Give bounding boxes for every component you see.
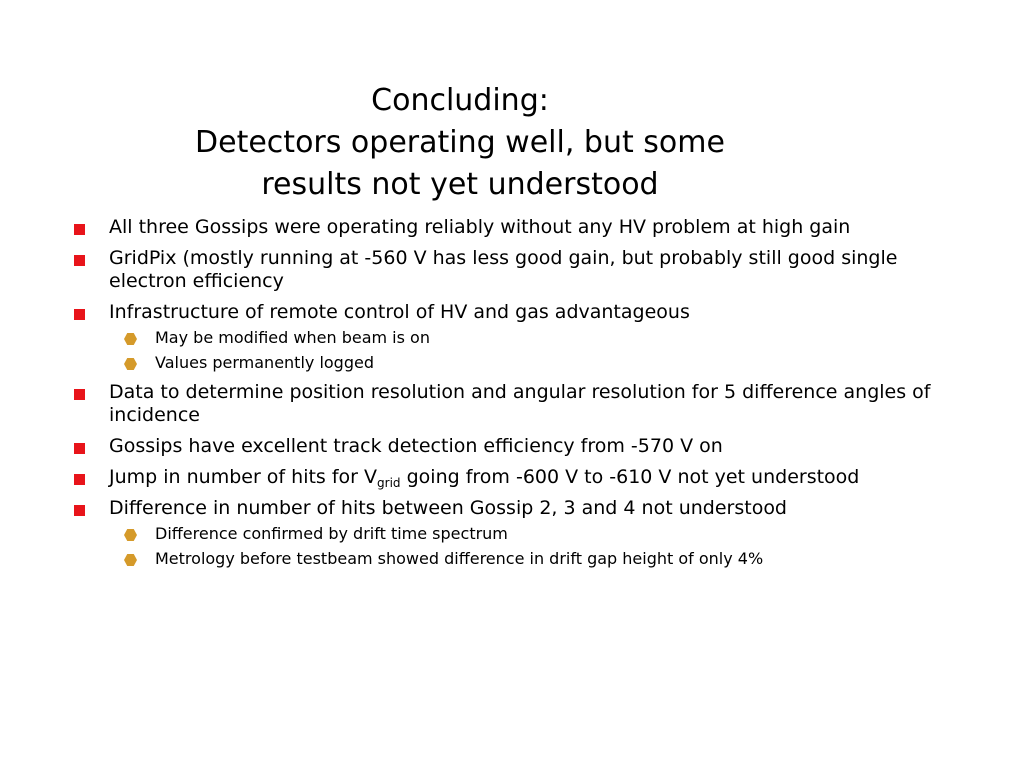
bullet-text [109, 466, 970, 489]
red-square-bullet-icon [74, 443, 85, 454]
red-square-bullet-icon [74, 224, 85, 235]
bullet-text: All three Gossips were operating reliably without any HV problem at high gain [109, 216, 851, 238]
gold-hexagon-bullet-icon [124, 358, 137, 370]
bullet-item [70, 301, 970, 373]
bullet-text-part: going from -600 V to -610 V not yet understood [400, 466, 860, 488]
red-square-bullet-icon [74, 255, 85, 266]
sub-bullet-item [109, 524, 970, 544]
bullet-text: GridPix (mostly running at -560 V has less good gain, but probably still good single electron efficiency [109, 247, 898, 292]
red-square-bullet-icon [74, 389, 85, 400]
title-line: results not yet understood [261, 167, 659, 202]
bullet-text: Gossips have excellent track detection efficiency from -570 V on [109, 435, 723, 457]
sub-bullet-text: Difference confirmed by drift time spectrum [155, 524, 508, 543]
red-square-bullet-icon [74, 474, 85, 485]
bullet-text-part: Jump in number of hits for V [109, 466, 378, 488]
bullet-text: Difference in number of hits between Gossip 2, 3 and 4 not understood [109, 497, 787, 519]
title-line: Detectors operating well, but some [195, 125, 725, 160]
title-line: Concluding: [371, 83, 549, 118]
bullet-list [70, 216, 970, 569]
sub-bullet-text: Metrology before testbeam showed difference in drift gap height of only 4% [155, 549, 764, 568]
vgrid-subscript: grid [377, 476, 401, 490]
bullet-item [70, 247, 970, 293]
red-square-bullet-icon [74, 505, 85, 516]
sub-bullet-item [109, 353, 970, 373]
red-square-bullet-icon [74, 309, 85, 320]
bullet-text: Infrastructure of remote control of HV and gas advantageous [109, 301, 690, 323]
bullet-item [70, 381, 970, 427]
sub-bullet-item [109, 549, 970, 569]
sub-bullet-list [109, 524, 970, 569]
bullet-item [70, 466, 970, 489]
bullet-item [70, 497, 970, 569]
bullet-item [70, 216, 970, 239]
sub-bullet-list [109, 328, 970, 373]
gold-hexagon-bullet-icon [124, 554, 137, 566]
sub-bullet-text: Values permanently logged [155, 353, 374, 372]
bullet-item [70, 435, 970, 458]
slide-title [130, 80, 790, 206]
gold-hexagon-bullet-icon [124, 333, 137, 345]
sub-bullet-text: May be modified when beam is on [155, 328, 430, 347]
bullet-text: Data to determine position resolution and angular resolution for 5 difference angles of incidence [109, 381, 931, 426]
gold-hexagon-bullet-icon [124, 529, 137, 541]
sub-bullet-item [109, 328, 970, 348]
